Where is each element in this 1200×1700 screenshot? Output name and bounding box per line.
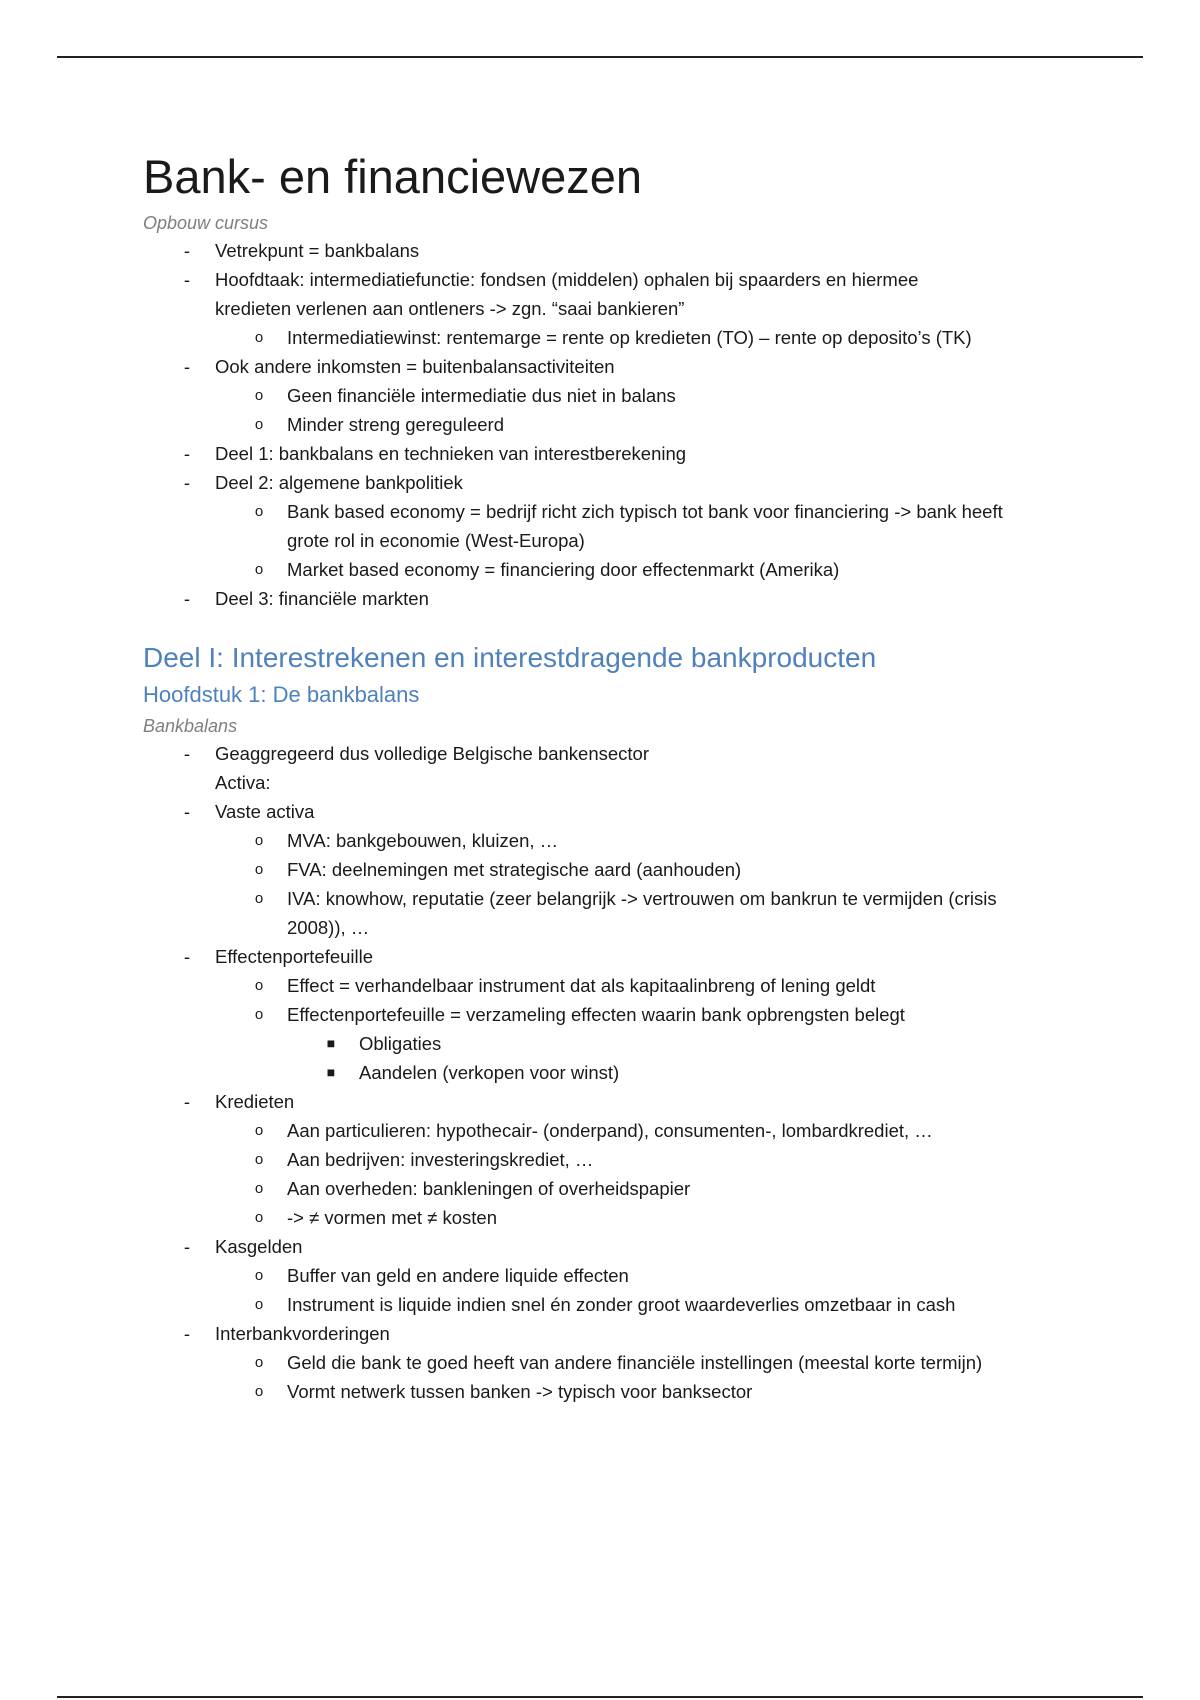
circle-bullet: o [254, 416, 264, 433]
list-item: o -> ≠ vormen met ≠ kosten [143, 1203, 1103, 1232]
list-item: o Market based economy = financiering door effectenmarkt (Amerika) [143, 555, 1103, 584]
dash-bullet: - [183, 356, 191, 377]
list-item: ■ Obligaties [143, 1029, 1103, 1058]
list-item: - Vaste activa [143, 797, 1103, 826]
circle-bullet: o [254, 1122, 264, 1139]
circle-bullet: o [254, 1180, 264, 1197]
list-item: - Interbankvorderingen [143, 1319, 1103, 1348]
dash-bullet: - [183, 946, 191, 967]
chapter-heading: Hoofdstuk 1: De bankbalans [143, 682, 420, 707]
list-item: o MVA: bankgebouwen, kluizen, … [143, 826, 1103, 855]
circle-bullet: o [254, 1296, 264, 1313]
circle-bullet: o [254, 832, 264, 849]
list-item: - Effectenportefeuille [143, 942, 1103, 971]
list-item: o Minder streng gereguleerd [143, 410, 1103, 439]
list-item: - Deel 1: bankbalans en technieken van interestberekening [143, 439, 1103, 468]
circle-bullet: o [254, 503, 264, 520]
dash-bullet: - [183, 1091, 191, 1112]
circle-bullet: o [254, 890, 264, 907]
circle-bullet: o [254, 1209, 264, 1226]
list-item: o IVA: knowhow, reputatie (zeer belangrijk -> vertrouwen om bankrun te vermijden (crisis [143, 884, 1103, 913]
list-item: o Instrument is liquide indien snel én zonder groot waardeverlies omzetbaar in cash [143, 1290, 1103, 1319]
part-heading: Deel I: Interestrekenen en interestdragende bankproducten [143, 642, 877, 673]
square-bullet: ■ [326, 1064, 336, 1080]
dash-bullet: - [183, 472, 191, 493]
list-item: o Geld die bank te goed heeft van andere financiële instellingen (meestal korte termijn) [143, 1348, 1103, 1377]
circle-bullet: o [254, 1267, 264, 1284]
list-item: o Buffer van geld en andere liquide effecten [143, 1261, 1103, 1290]
list-item: - Geaggregeerd dus volledige Belgische bankensector [143, 739, 1103, 768]
dash-bullet: - [183, 1323, 191, 1344]
list-item: o Aan overheden: bankleningen of overheidspapier [143, 1174, 1103, 1203]
circle-bullet: o [254, 1354, 264, 1371]
list-item: ■ Aandelen (verkopen voor winst) [143, 1058, 1103, 1087]
list-item: - Kredieten [143, 1087, 1103, 1116]
section-subtle-heading: Bankbalans [143, 716, 238, 736]
square-bullet: ■ [326, 1035, 336, 1051]
list-item: - Vetrekpunt = bankbalans [143, 236, 1103, 265]
circle-bullet: o [254, 329, 264, 346]
list-item: - Hoofdtaak: intermediatiefunctie: fondsen (middelen) ophalen bij spaarders en hiermee [143, 265, 1103, 294]
dash-bullet: - [183, 801, 191, 822]
dash-bullet: - [183, 743, 191, 764]
list-item: o Geen financiële intermediatie dus niet in balans [143, 381, 1103, 410]
list-item: o Aan particulieren: hypothecair- (onderpand), consumenten-, lombardkrediet, … [143, 1116, 1103, 1145]
page-top-rule [57, 56, 1143, 58]
dash-bullet: - [183, 269, 191, 290]
circle-bullet: o [254, 387, 264, 404]
list-item-continuation: grote rol in economie (West-Europa) [287, 530, 585, 551]
list-item-continuation: Activa: [215, 772, 271, 793]
circle-bullet: o [254, 861, 264, 878]
circle-bullet: o [254, 561, 264, 578]
list-item: - Deel 2: algemene bankpolitiek [143, 468, 1103, 497]
document-title: Bank- en financiewezen [143, 150, 643, 203]
document-body [143, 146, 1103, 1406]
dash-bullet: - [183, 240, 191, 261]
list-item: o Intermediatiewinst: rentemarge = rente op kredieten (TO) – rente op deposito’s (TK) [143, 323, 1103, 352]
list-item: o Vormt netwerk tussen banken -> typisch voor banksector [143, 1377, 1103, 1406]
circle-bullet: o [254, 1006, 264, 1023]
list-item: - Ook andere inkomsten = buitenbalansactiviteiten [143, 352, 1103, 381]
list-item: o Effect = verhandelbaar instrument dat als kapitaalinbreng of lening geldt [143, 971, 1103, 1000]
list-item: o FVA: deelnemingen met strategische aard (aanhouden) [143, 855, 1103, 884]
list-item: o Effectenportefeuille = verzameling effecten waarin bank opbrengsten belegt [143, 1000, 1103, 1029]
list-item: o Bank based economy = bedrijf richt zich typisch tot bank voor financiering -> bank heeft [143, 497, 1103, 526]
list-item-continuation: 2008)), … [287, 917, 370, 938]
list-item: - Kasgelden [143, 1232, 1103, 1261]
circle-bullet: o [254, 977, 264, 994]
list-item: - Deel 3: financiële markten [143, 584, 1103, 613]
dash-bullet: - [183, 588, 191, 609]
list-item-continuation: kredieten verlenen aan ontleners -> zgn. “saai bankieren” [215, 298, 685, 319]
list-item: o Aan bedrijven: investeringskrediet, … [143, 1145, 1103, 1174]
dash-bullet: - [183, 1236, 191, 1257]
circle-bullet: o [254, 1383, 264, 1400]
dash-bullet: - [183, 443, 191, 464]
circle-bullet: o [254, 1151, 264, 1168]
intro-subtle-heading: Opbouw cursus [143, 213, 269, 233]
page-bottom-rule [57, 1696, 1143, 1698]
